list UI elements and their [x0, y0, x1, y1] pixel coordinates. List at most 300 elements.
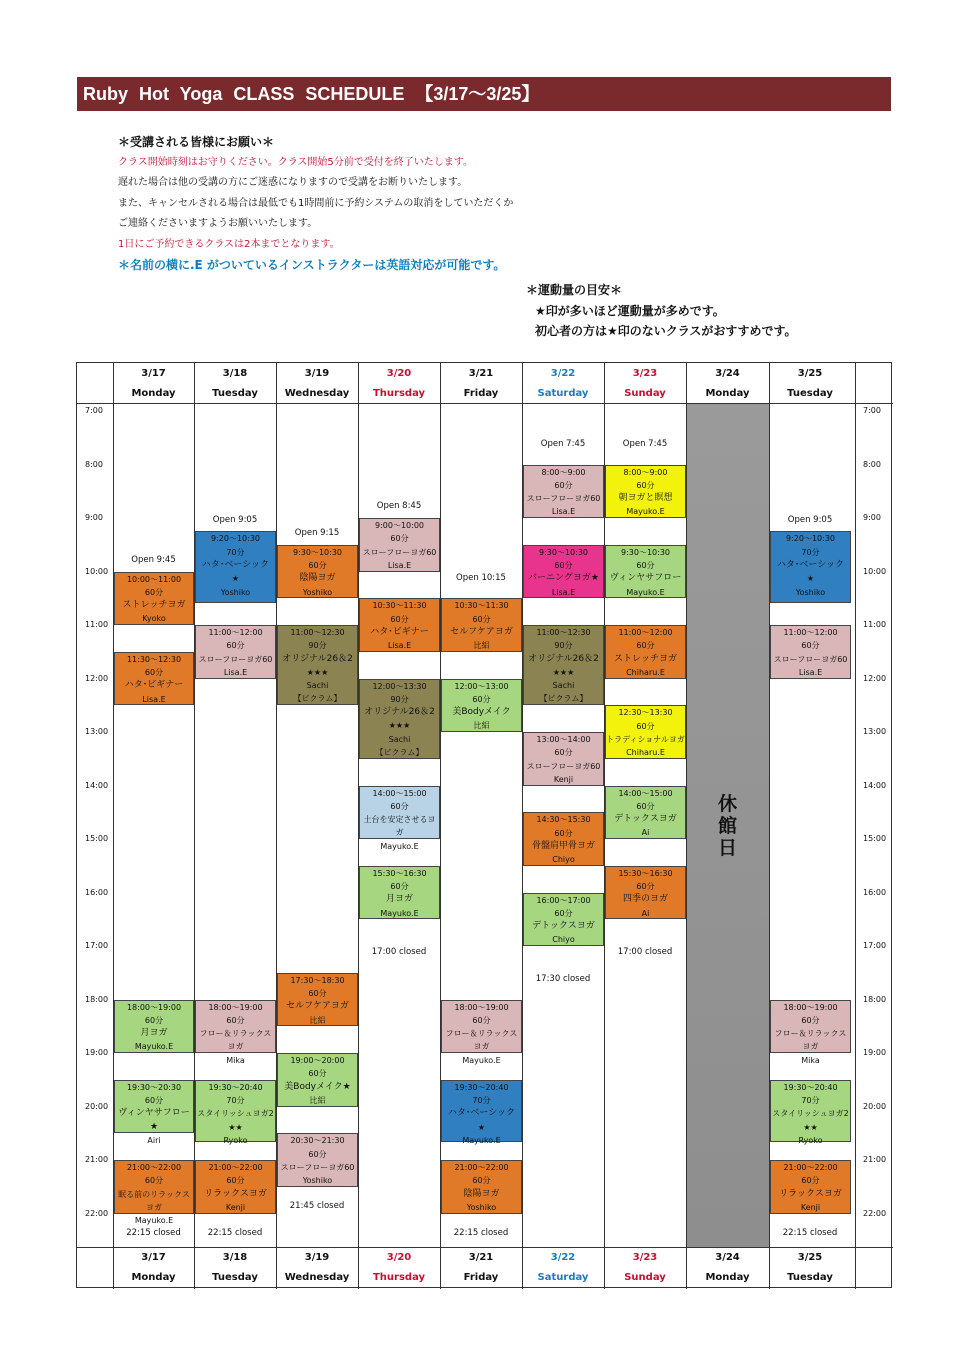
class-teacher: Ryoko — [798, 1135, 823, 1145]
class-teacher: Mayuko.E — [134, 1042, 174, 1052]
class-block[interactable] — [770, 1000, 851, 1065]
class-block[interactable] — [114, 652, 194, 706]
notice-line: 1日にご予約できるクラスは2本までとなります。 — [118, 238, 340, 250]
class-teacher: Mayuko.E — [380, 841, 419, 851]
day-header-date: 3/24 — [715, 368, 740, 379]
time-label-left: 21:00 — [85, 1155, 109, 1164]
class-time: 8:00〜9:00 — [623, 467, 668, 477]
day-header-date: 3/23 — [632, 368, 658, 379]
class-duration: 60分 — [554, 561, 573, 571]
column-divider — [440, 363, 441, 1289]
schedule-note: 17:00 closed — [617, 947, 673, 957]
class-teacher: Chiharu.E — [626, 667, 665, 677]
day-footer-name: Saturday — [537, 1272, 589, 1283]
class-teacher: Lisa.E — [223, 667, 248, 677]
class-teacher: Chiyo — [552, 855, 575, 865]
day-header-date: 3/18 — [222, 368, 248, 379]
class-stars: ★★★ — [552, 667, 575, 677]
schedule-note: Open 7:45 — [622, 438, 668, 449]
page-title: Ruby Hot Yoga CLASS SCHEDULE 【3/17〜3/25】 — [77, 77, 891, 111]
notice-line: ご連絡くださいますようお願いいたします。 — [118, 218, 318, 229]
class-name: 朝ヨガと瞑想 — [618, 493, 673, 504]
time-label-left: 7:00 — [85, 406, 103, 415]
class-teacher: Yoshiko — [302, 1176, 333, 1186]
class-name: デトックスヨガ — [614, 814, 677, 825]
day-footer-name: Thursday — [372, 1272, 426, 1283]
class-name: ハタ･ベーシック — [201, 559, 270, 570]
day-footer-name: Wednesday — [284, 1272, 350, 1283]
class-block[interactable] — [195, 1000, 276, 1065]
class-time: 17:30〜18:30 — [290, 975, 345, 985]
time-label-left: 17:00 — [85, 941, 109, 950]
day-header-date: 3/25 — [797, 368, 823, 379]
class-time: 9:30〜10:30 — [620, 547, 671, 557]
class-duration: 60分 — [144, 1176, 164, 1186]
schedule-note: Open 9:05 — [212, 514, 258, 525]
class-name: ハタ･ビギナー — [370, 626, 429, 637]
schedule-note: Open 9:45 — [131, 554, 176, 565]
day-header-name: Wednesday — [284, 388, 350, 399]
schedule-note: Open 7:45 — [540, 438, 586, 449]
class-duration: 60分 — [390, 801, 409, 811]
class-duration: 60分 — [636, 801, 655, 811]
time-label-right: 18:00 — [863, 994, 887, 1004]
day-footer-date: 3/21 — [468, 1252, 494, 1263]
time-label-right: 12:00 — [863, 673, 887, 683]
class-time: 14:00〜15:00 — [618, 788, 673, 798]
header-divider — [77, 403, 893, 404]
class-duration: 60分 — [554, 908, 573, 918]
class-block[interactable] — [277, 545, 358, 599]
class-name: スローフローヨガ60 — [280, 1162, 355, 1172]
class-teacher: Mayuko.E — [134, 1216, 174, 1226]
class-block[interactable] — [523, 545, 604, 599]
class-time: 11:30〜12:30 — [126, 654, 182, 664]
class-time: 9:30〜10:30 — [292, 547, 343, 557]
class-name: 陰陽ヨガ — [299, 573, 336, 584]
class-time: 13:00〜14:00 — [536, 735, 591, 744]
class-time: 9:20〜10:30 — [785, 534, 836, 544]
class-block[interactable] — [114, 572, 194, 626]
class-block[interactable] — [605, 545, 686, 599]
class-teacher: Mayuko.E — [462, 1135, 501, 1145]
class-name: 四季のヨガ — [622, 894, 668, 905]
class-time: 18:00〜19:00 — [454, 1002, 509, 1012]
time-label-left: 19:00 — [85, 1048, 109, 1057]
column-divider — [855, 363, 856, 1289]
class-time: 10:00〜11:00 — [126, 574, 182, 584]
day-footer-name: Monday — [131, 1272, 176, 1283]
time-label-left: 16:00 — [85, 887, 109, 897]
class-block[interactable] — [195, 1080, 276, 1145]
class-block[interactable] — [523, 625, 604, 705]
class-time: 9:00〜10:00 — [374, 521, 425, 530]
class-name: デトックスヨガ — [532, 921, 595, 932]
day-footer-date: 3/23 — [632, 1252, 658, 1263]
class-teacher: Yoshiko — [466, 1202, 497, 1212]
class-name: 眠る前のリラックスヨガ — [118, 1189, 190, 1212]
class-name: スローフローヨガ60 — [526, 494, 601, 504]
class-duration: 60分 — [226, 641, 245, 651]
class-name: 美Bodyメイク★ — [284, 1081, 351, 1092]
class-block[interactable] — [441, 1000, 522, 1065]
class-block[interactable] — [605, 465, 686, 519]
time-label-right: 20:00 — [863, 1101, 887, 1111]
class-teacher: Mika — [226, 1055, 245, 1065]
intensity-heading: ＊運動量の目安＊ — [526, 283, 623, 297]
class-teacher: 比絽 — [473, 721, 490, 731]
class-teacher: Airi — [147, 1135, 161, 1145]
class-teacher: Lisa.E — [387, 641, 412, 651]
class-name: 陰陽ヨガ — [463, 1188, 500, 1199]
class-name: バーニングヨガ★ — [528, 573, 599, 584]
class-teacher: Yoshiko — [795, 587, 826, 597]
notice-heading: ＊受講される皆様にお願い＊ — [118, 135, 275, 149]
class-duration: 60分 — [308, 1069, 327, 1079]
time-label-left: 18:00 — [85, 994, 109, 1004]
class-time: 21:00〜22:00 — [208, 1163, 263, 1172]
class-name: トラディショナルヨガ — [606, 734, 685, 744]
class-teacher: Kenji — [800, 1202, 821, 1212]
class-name: 美Bodyメイク — [452, 707, 511, 718]
class-block[interactable] — [114, 1000, 194, 1054]
schedule-note: Open 9:05 — [787, 514, 833, 525]
class-duration: 60分 — [226, 1015, 245, 1025]
time-label-left: 8:00 — [85, 459, 103, 469]
time-label-right: 13:00 — [863, 727, 887, 736]
class-time: 19:30〜20:40 — [454, 1082, 509, 1092]
class-stars: ★ — [477, 1122, 486, 1132]
class-duration: 60分 — [801, 1176, 820, 1186]
class-time: 20:30〜21:30 — [290, 1136, 345, 1146]
class-name: オリジナル26＆2 — [282, 653, 353, 664]
class-block[interactable] — [770, 1160, 851, 1214]
class-stars: ★ — [231, 574, 240, 584]
class-time: 18:00〜19:00 — [126, 1002, 182, 1012]
class-name: リラックスヨガ — [779, 1188, 842, 1199]
class-teacher: Sachi — [552, 681, 575, 691]
class-block[interactable] — [605, 786, 686, 840]
class-time: 10:30〜11:30 — [454, 601, 509, 611]
class-duration: 60分 — [472, 1015, 491, 1025]
class-name: ヴィンヤサフロー — [609, 573, 682, 584]
day-header-date: 3/20 — [386, 368, 412, 379]
class-name: スローフローヨガ60 — [362, 547, 437, 557]
time-label-right: 10:00 — [863, 566, 887, 576]
class-stars: ★★★ — [306, 667, 329, 677]
class-duration: 60分 — [308, 989, 327, 999]
class-block[interactable] — [359, 518, 440, 572]
day-footer-name: Sunday — [624, 1272, 666, 1283]
class-duration: 60分 — [308, 561, 327, 571]
time-label-left: 14:00 — [85, 780, 109, 790]
class-time: 14:00〜15:00 — [372, 788, 427, 798]
time-label-right: 17:00 — [863, 941, 887, 950]
class-time: 12:30〜13:30 — [618, 708, 673, 718]
notice-line: 遅れた場合は他の受講の方にご迷惑になりますので受講をお断りいたします。 — [118, 177, 468, 188]
class-block[interactable] — [359, 866, 440, 920]
notice-line: また、キャンセルされる場合は最低でも1時間前に予約システムの取消をしていただくか — [118, 197, 514, 209]
class-teacher: Mika — [801, 1055, 820, 1065]
class-time: 12:00〜13:00 — [454, 681, 509, 691]
class-name: ヴィンヤサフロー★ — [118, 1108, 190, 1132]
column-divider — [194, 363, 195, 1289]
class-teacher: Ai — [641, 908, 650, 918]
english-note: ＊名前の横に.E がついているインストラクターは英語対応が可能です。 — [118, 258, 506, 272]
class-teacher: Sachi — [306, 681, 329, 691]
class-time: 14:30〜15:30 — [536, 815, 591, 825]
day-footer-date: 3/17 — [141, 1252, 166, 1263]
class-time: 16:00〜17:00 — [536, 895, 591, 905]
schedule-note: 22:15 closed — [782, 1227, 838, 1238]
footer-divider — [77, 1247, 893, 1248]
class-teacher: Mayuko.E — [380, 908, 419, 918]
class-block[interactable] — [523, 812, 604, 866]
day-header-name: Thursday — [372, 388, 426, 399]
class-name: フロー＆リラックスヨガ — [199, 1029, 272, 1052]
time-label-left: 20:00 — [85, 1101, 109, 1111]
time-label-right: 16:00 — [863, 887, 887, 897]
class-block[interactable] — [195, 531, 276, 602]
class-duration: 90分 — [308, 641, 327, 651]
class-duration: 60分 — [472, 694, 491, 704]
day-header-date: 3/17 — [141, 368, 166, 379]
day-header-date: 3/22 — [550, 368, 576, 379]
day-footer-date: 3/19 — [304, 1252, 330, 1263]
class-block[interactable] — [605, 705, 686, 759]
time-label-left: 10:00 — [85, 566, 109, 576]
class-time: 19:30〜20:30 — [126, 1082, 182, 1092]
class-teacher: 比絽 — [309, 1095, 326, 1105]
schedule-note: 17:00 closed — [371, 947, 427, 957]
class-duration: 60分 — [554, 480, 573, 490]
class-duration: 70分 — [801, 1096, 820, 1106]
class-duration: 60分 — [801, 1015, 820, 1025]
day-footer-date: 3/24 — [715, 1252, 740, 1263]
class-time: 21:00〜22:00 — [454, 1163, 509, 1172]
class-block[interactable] — [523, 732, 604, 786]
class-teacher: Kyoko — [142, 614, 166, 624]
class-block[interactable] — [441, 598, 522, 652]
day-header-date: 3/19 — [304, 368, 330, 379]
class-stars: ★★ — [228, 1122, 243, 1132]
class-time: 11:00〜12:00 — [783, 628, 838, 637]
day-header-name: Sunday — [624, 388, 666, 399]
class-extra: 【ビクラム】 — [293, 694, 342, 704]
class-time: 9:30〜10:30 — [538, 547, 589, 557]
intensity-line: ★印が多いほど運動量が多めです。 — [535, 303, 725, 318]
class-teacher: Kenji — [225, 1202, 246, 1212]
class-duration: 60分 — [390, 882, 409, 892]
class-teacher: Yoshiko — [220, 587, 251, 597]
closed-day-label: 休館日 — [717, 793, 737, 859]
class-name: 土台を安定させるヨガ — [363, 815, 436, 838]
time-label-right: 11:00 — [863, 620, 887, 629]
class-time: 10:30〜11:30 — [372, 601, 427, 611]
day-header-name: Tuesday — [212, 388, 258, 399]
class-block[interactable] — [359, 679, 440, 759]
day-footer-date: 3/18 — [222, 1252, 248, 1263]
time-label-right: 15:00 — [863, 834, 887, 843]
class-duration: 60分 — [554, 748, 573, 758]
class-time: 19:30〜20:40 — [783, 1082, 838, 1092]
intensity-line: 初心者の方は★印のないクラスがおすすめです。 — [535, 324, 797, 338]
class-time: 11:00〜12:30 — [536, 628, 591, 637]
column-divider — [113, 363, 114, 1289]
class-time: 15:30〜16:30 — [372, 868, 427, 878]
class-block[interactable] — [195, 1160, 276, 1214]
class-name: ストレッチヨガ — [122, 600, 186, 611]
class-block[interactable] — [523, 893, 604, 947]
day-header-name: Tuesday — [787, 388, 833, 399]
day-header-date: 3/21 — [468, 368, 494, 379]
class-block[interactable] — [277, 973, 358, 1027]
class-name: ハタ･ベーシック — [776, 559, 845, 570]
class-duration: 60分 — [636, 882, 655, 892]
class-teacher: Mayuko.E — [462, 1055, 501, 1065]
class-duration: 60分 — [390, 534, 409, 544]
day-footer-name: Tuesday — [212, 1272, 258, 1283]
class-extra: 【ビクラム】 — [375, 747, 424, 757]
day-header-name: Monday — [131, 388, 176, 399]
class-duration: 60分 — [226, 1176, 245, 1186]
class-duration: 60分 — [554, 828, 573, 838]
class-duration: 60分 — [472, 1176, 491, 1186]
class-time: 21:00〜22:00 — [783, 1163, 838, 1172]
class-duration: 60分 — [390, 614, 409, 624]
class-stars: ★ — [806, 574, 815, 584]
class-teacher: 比絽 — [473, 641, 490, 651]
notice-section — [118, 132, 638, 276]
day-header-name: Monday — [705, 388, 750, 399]
class-block[interactable] — [770, 1080, 851, 1145]
class-teacher: Chiharu.E — [626, 748, 665, 758]
class-teacher: Kenji — [553, 774, 574, 784]
schedule-note: Open 8:45 — [376, 501, 422, 512]
class-teacher: Mayuko.E — [626, 507, 665, 517]
class-stars: ★★ — [803, 1122, 818, 1132]
time-label-left: 15:00 — [85, 834, 109, 843]
class-time: 12:00〜13:30 — [372, 681, 427, 691]
class-duration: 60分 — [636, 561, 655, 571]
class-time: 9:20〜10:30 — [210, 534, 261, 544]
class-time: 18:00〜19:00 — [783, 1002, 838, 1012]
schedule-note: 22:15 closed — [207, 1227, 263, 1238]
class-teacher: Chiyo — [552, 935, 575, 945]
time-label-right: 21:00 — [863, 1155, 887, 1164]
class-time: 18:00〜19:00 — [208, 1002, 263, 1012]
class-duration: 60分 — [636, 480, 655, 490]
schedule-note: 22:15 closed — [126, 1227, 181, 1238]
class-block[interactable] — [770, 531, 851, 602]
day-footer-name: Monday — [705, 1272, 750, 1283]
class-name: フロー＆リラックスヨガ — [445, 1029, 518, 1052]
time-label-left: 9:00 — [85, 513, 103, 522]
class-teacher: Lisa.E — [551, 587, 576, 597]
schedule-note: 17:30 closed — [535, 973, 591, 984]
class-duration: 60分 — [472, 614, 491, 624]
time-label-right: 22:00 — [863, 1208, 887, 1218]
class-duration: 60分 — [144, 1096, 164, 1106]
class-name: スタイリッシュヨガ2 — [197, 1109, 274, 1119]
class-block[interactable] — [605, 625, 686, 679]
class-name: ストレッチヨガ — [614, 653, 677, 664]
class-duration: 70分 — [226, 1096, 245, 1106]
class-duration: 60分 — [308, 1149, 327, 1159]
day-footer-name: Friday — [463, 1272, 499, 1283]
class-block[interactable] — [770, 625, 851, 679]
schedule-note: Open 9:15 — [294, 527, 340, 538]
class-duration: 60分 — [144, 1015, 164, 1025]
class-name: ハタ･ベーシック — [447, 1108, 516, 1119]
time-label-right: 9:00 — [863, 513, 881, 522]
intensity-guide — [526, 280, 886, 342]
class-duration: 60分 — [144, 668, 164, 678]
day-header-name: Saturday — [537, 388, 589, 399]
class-block[interactable] — [441, 679, 522, 733]
class-teacher: Ai — [641, 828, 650, 838]
class-block[interactable] — [277, 1133, 358, 1187]
class-time: 11:00〜12:00 — [618, 628, 673, 637]
class-name: スタイリッシュヨガ2 — [772, 1109, 849, 1119]
day-footer-date: 3/25 — [797, 1252, 823, 1263]
schedule-table — [76, 362, 892, 1288]
time-label-left: 12:00 — [85, 673, 109, 683]
time-label-left: 22:00 — [85, 1208, 109, 1218]
class-block[interactable] — [277, 625, 358, 705]
time-label-right: 7:00 — [863, 406, 881, 415]
time-label-right: 8:00 — [863, 459, 881, 469]
class-duration: 60分 — [636, 641, 655, 651]
class-duration: 70分 — [801, 547, 820, 557]
class-time: 19:00〜20:00 — [290, 1056, 345, 1065]
class-block[interactable] — [605, 866, 686, 920]
schedule-note: 21:45 closed — [289, 1201, 345, 1212]
class-duration: 90分 — [554, 641, 573, 651]
class-teacher: Lisa.E — [387, 560, 412, 570]
class-duration: 60分 — [636, 721, 655, 731]
class-block[interactable] — [277, 1053, 358, 1107]
class-block[interactable] — [114, 1080, 194, 1145]
time-label-right: 14:00 — [863, 780, 887, 790]
class-block[interactable] — [441, 1080, 522, 1145]
class-name: リラックスヨガ — [204, 1188, 267, 1199]
class-block[interactable] — [359, 786, 440, 851]
class-time: 8:00〜9:00 — [541, 467, 586, 477]
class-teacher: Lisa.E — [142, 694, 166, 704]
class-block[interactable] — [195, 625, 276, 679]
column-divider — [769, 363, 770, 1289]
class-time: 15:30〜16:30 — [618, 868, 673, 878]
class-block[interactable] — [523, 465, 604, 519]
class-block[interactable] — [441, 1160, 522, 1214]
class-duration: 60分 — [801, 641, 820, 651]
class-time: 19:30〜20:40 — [208, 1082, 263, 1092]
schedule-note: 22:15 closed — [453, 1227, 509, 1238]
class-teacher: Sachi — [388, 734, 411, 744]
class-teacher: Yoshiko — [302, 587, 333, 597]
schedule-note: Open 10:15 — [456, 572, 506, 583]
class-teacher: 比絽 — [309, 1015, 326, 1025]
notice-line: クラス開始時刻はお守りください。クラス開始5分前で受付を終了いたします。 — [118, 156, 473, 168]
class-teacher: Lisa.E — [798, 667, 823, 677]
class-name: スローフローヨガ60 — [773, 654, 848, 664]
class-block[interactable] — [359, 598, 440, 652]
day-footer-date: 3/22 — [550, 1252, 576, 1263]
class-duration: 60分 — [144, 587, 164, 597]
class-block[interactable] — [114, 1160, 194, 1226]
class-name: オリジナル26＆2 — [528, 653, 599, 664]
